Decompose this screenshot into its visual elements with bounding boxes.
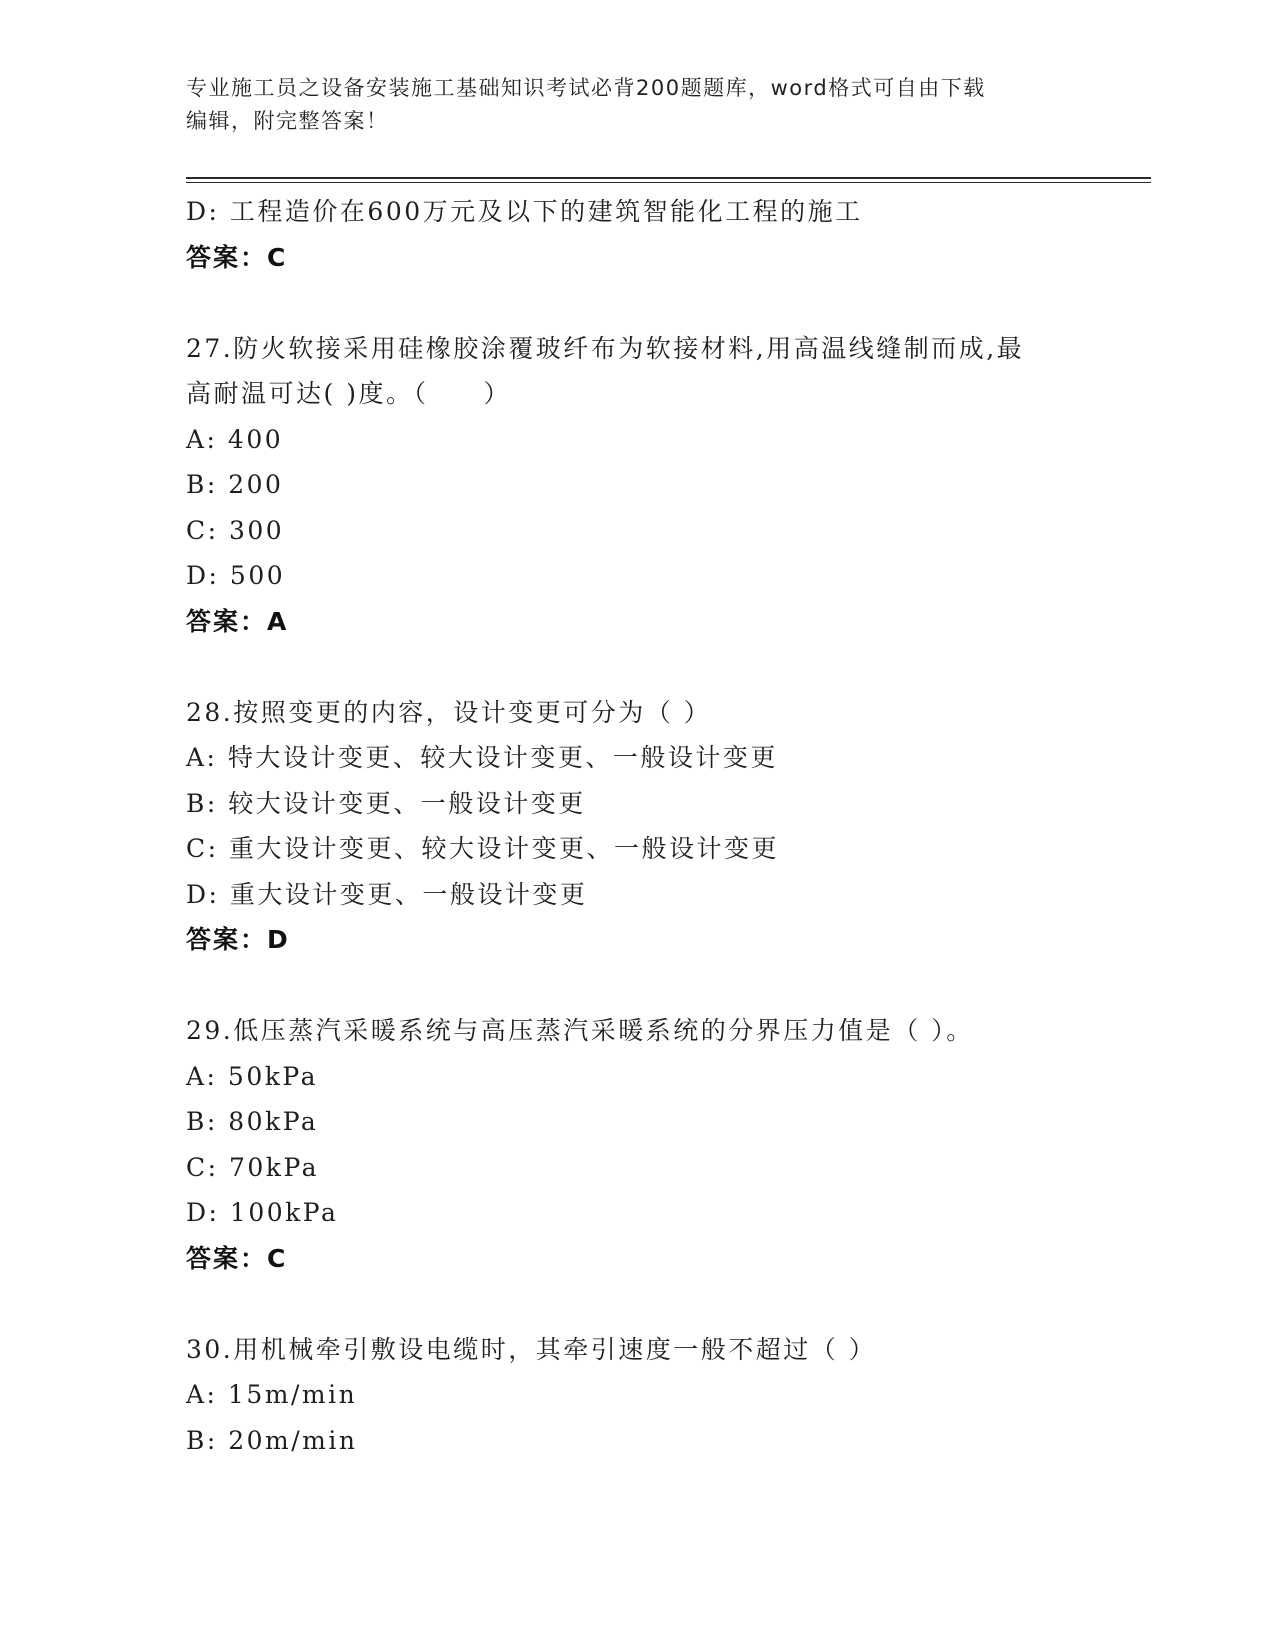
q30-option-b: B: 20m/min <box>186 1425 358 1455</box>
q27-stem-line-1: 27.防火软接采用硅橡胶涂覆玻纤布为软接材料,用高温线缝制而成,最 <box>186 333 1025 363</box>
q30-option-a: A: 15m/min <box>186 1380 358 1409</box>
question-list <box>186 189 1086 1463</box>
q29-answer: 答案：C <box>186 1243 288 1273</box>
q29-option-c: C: 70kPa <box>186 1152 320 1182</box>
question-gap <box>186 280 1086 326</box>
q28-option-c: C: 重大设计变更、较大设计变更、一般设计变更 <box>186 834 779 863</box>
q27-option-a: A: 400 <box>186 424 284 454</box>
q30-stem: 30.用机械牵引敷设电缆时，其牵引速度一般不超过（ ） <box>186 1334 877 1364</box>
q28-option-d: D: 重大设计变更、一般设计变更 <box>186 879 588 909</box>
q26-answer: 答案：C <box>186 242 288 272</box>
q29-option-a: A: 50kPa <box>186 1061 318 1091</box>
q28-option-a: A: 特大设计变更、较大设计变更、一般设计变更 <box>186 743 778 772</box>
q28-option-b: B: 较大设计变更、一般设计变更 <box>186 788 586 818</box>
q29-option-b: B: 80kPa <box>186 1107 319 1136</box>
document-header <box>186 72 1066 138</box>
question-gap <box>186 1281 1086 1327</box>
header-divider-thick <box>186 177 1151 179</box>
q29-stem: 29.低压蒸汽采暖系统与高压蒸汽采暖系统的分界压力值是（ ）。 <box>186 1016 974 1045</box>
q29-option-d: D: 100kPa <box>186 1198 339 1227</box>
header-title-line-2: 编辑，附完整答案！ <box>186 109 389 133</box>
header-title-line-1: 专业施工员之设备安装施工基础知识考试必背200题题库，word格式可自由下载 <box>186 76 986 100</box>
q28-answer: 答案：D <box>186 925 290 954</box>
q27-option-c: C: 300 <box>186 515 285 545</box>
q27-answer: 答案：A <box>186 606 289 636</box>
q27-option-d: D: 500 <box>186 561 286 590</box>
header-divider-thin <box>186 182 1151 183</box>
q27-option-b: B: 200 <box>186 470 284 499</box>
question-gap <box>186 963 1086 1009</box>
q27-stem-line-2: 高耐温可达( )度。（ ） <box>186 379 511 408</box>
question-gap <box>186 644 1086 690</box>
q28-stem: 28.按照变更的内容，设计变更可分为（ ） <box>186 697 712 727</box>
q26-option-d: D: 工程造价在600万元及以下的建筑智能化工程的施工 <box>186 197 863 226</box>
